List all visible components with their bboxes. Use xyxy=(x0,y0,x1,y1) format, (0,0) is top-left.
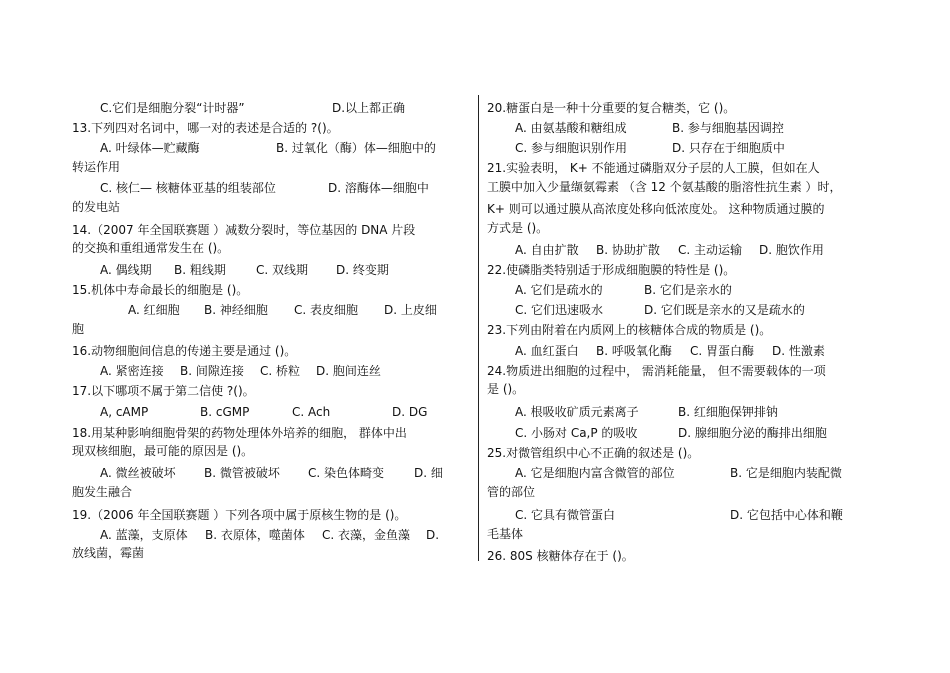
text-line: 胞发生融合 xyxy=(72,485,133,499)
text-line: D. 只存在于细胞质中 xyxy=(672,141,785,155)
text-line: A, cAMP xyxy=(100,405,149,419)
text-line: A. 紧密连接 xyxy=(100,364,164,378)
text-line: B. 神经细胞 xyxy=(204,303,268,317)
text-line: 25.对微管组织中心不正确的叙述是 ()。 xyxy=(487,446,700,460)
text-line: B. 间隙连接 xyxy=(180,364,244,378)
text-line: B. cGMP xyxy=(200,405,250,419)
text-line: 管的部位 xyxy=(487,485,536,499)
text-line: 22.使磷脂类特别适于形成细胞膜的特性是 ()。 xyxy=(487,263,736,277)
text-line: 是 ()。 xyxy=(487,382,525,396)
text-line: 的发电站 xyxy=(72,200,121,214)
text-line: C. 衣藻，金鱼藻 xyxy=(322,528,411,542)
text-line: 13.下列四对名词中，哪一对的表述是合适的 ?()。 xyxy=(72,121,339,135)
text-line: D. 溶酶体—细胞中 xyxy=(328,181,429,195)
text-line: B. 微管被破坏 xyxy=(204,466,280,480)
text-line: C. 核仁— 核糖体亚基的组装部位 xyxy=(100,181,276,195)
text-line: 21.实验表明， K+ 不能通过磷脂双分子层的人工膜，但如在人 xyxy=(487,161,820,175)
text-line: D. 腺细胞分泌的酶排出细胞 xyxy=(678,426,827,440)
text-line: D.以上都正确 xyxy=(332,101,406,115)
text-line: 23.下列由附着在内质网上的核糖体合成的物质是 ()。 xyxy=(487,323,772,337)
text-line: 14.（2007 年全国联赛题 ）减数分裂时，等位基因的 DNA 片段 xyxy=(72,223,416,237)
text-line: D. xyxy=(426,528,440,542)
text-line: B. 红细胞保钾排钠 xyxy=(678,405,778,419)
text-line: C. 它具有微管蛋白 xyxy=(515,508,616,522)
text-line: D. 上皮细 xyxy=(384,303,437,317)
text-line: 24.物质进出细胞的过程中， 需消耗能量， 但不需要载体的一项 xyxy=(487,364,826,378)
text-line: C. Ach xyxy=(292,405,331,419)
text-line: A. 血红蛋白 xyxy=(515,344,579,358)
text-line: D. 细 xyxy=(414,466,443,480)
text-line: C. 小肠对 Ca,P 的吸收 xyxy=(515,426,638,440)
text-line: K+ 则可以通过膜从高浓度处移向低浓度处。 这种物质通过膜的 xyxy=(487,202,825,216)
text-line: B. 它们是亲水的 xyxy=(644,283,732,297)
text-line: B. 过氧化（酶）体—细胞中的 xyxy=(276,141,436,155)
text-line: 转运作用 xyxy=(72,160,121,174)
text-line: B. 粗线期 xyxy=(174,263,226,277)
text-line: 现双核细胞，最可能的原因是 ()。 xyxy=(72,444,254,458)
text-line: 放线菌，霉菌 xyxy=(72,546,145,560)
text-line: 15.机体中寿命最长的细胞是 ()。 xyxy=(72,283,249,297)
text-line: A. 偶线期 xyxy=(100,263,152,277)
text-line: 胞 xyxy=(72,322,85,336)
text-line: A. 叶绿体—贮藏酶 xyxy=(100,141,200,155)
text-line: D. 性激素 xyxy=(772,344,825,358)
text-line: B. 衣原体，噬菌体 xyxy=(205,528,305,542)
text-line: A. 蓝藻，支原体 xyxy=(100,528,188,542)
text-line: 16.动物细胞间信息的传递主要是通过 ()。 xyxy=(72,344,297,358)
text-line: A. 微丝被破坏 xyxy=(100,466,176,480)
text-line: C. 参与细胞识别作用 xyxy=(515,141,628,155)
text-line: A. 根吸收矿质元素离子 xyxy=(515,405,639,419)
text-line: D. 胞饮作用 xyxy=(759,243,824,257)
text-line: 毛基体 xyxy=(487,527,524,541)
text-line: 20.糖蛋白是一种十分重要的复合糖类，它 ()。 xyxy=(487,101,736,115)
text-line: A. 红细胞 xyxy=(128,303,180,317)
text-line: C. 双线期 xyxy=(256,263,309,277)
text-line: C. 它们迅速吸水 xyxy=(515,303,604,317)
text-line: 方式是 ()。 xyxy=(487,221,549,235)
text-line: 17.以下哪项不属于第二信使 ?()。 xyxy=(72,384,255,398)
column-divider xyxy=(478,95,479,561)
text-line: B. 呼吸氧化酶 xyxy=(596,344,672,358)
text-line: A. 它们是疏水的 xyxy=(515,283,603,297)
text-line: 工膜中加入少量缬氨霉素 （含 12 个氨基酸的脂溶性抗生素 ）时， xyxy=(487,180,842,194)
text-line: 26. 80S 核糖体存在于 ()。 xyxy=(487,549,634,563)
text-line: D. DG xyxy=(392,405,428,419)
text-line: 19.（2006 年全国联赛题 ）下列各项中属于原核生物的是 ()。 xyxy=(72,508,407,522)
text-line: B. 参与细胞基因调控 xyxy=(672,121,784,135)
text-line: D. 终变期 xyxy=(336,263,389,277)
text-line: 的交换和重组通常发生在 ()。 xyxy=(72,241,230,255)
text-line: A. 它是细胞内富含微管的部位 xyxy=(515,466,675,480)
text-line: A. 自由扩散 xyxy=(515,243,579,257)
text-line: B. 它是细胞内装配微 xyxy=(730,466,842,480)
text-line: D. 它们既是亲水的又是疏水的 xyxy=(644,303,805,317)
text-line: C. 染色体畸变 xyxy=(308,466,385,480)
text-line: C. 表皮细胞 xyxy=(294,303,359,317)
text-line: D. 胞间连丝 xyxy=(316,364,381,378)
text-line: 18.用某种影响细胞骨架的药物处理体外培养的细胞， 群体中出 xyxy=(72,426,407,440)
text-line: C. 胃蛋白酶 xyxy=(690,344,755,358)
text-line: D. 它包括中心体和鞭 xyxy=(730,508,843,522)
text-line: C. 桥粒 xyxy=(260,364,301,378)
text-line: C. 主动运输 xyxy=(678,243,743,257)
text-line: B. 协助扩散 xyxy=(596,243,660,257)
text-line: A. 由氨基酸和糖组成 xyxy=(515,121,627,135)
text-line: C.它们是细胞分裂“计时器” xyxy=(100,101,245,115)
